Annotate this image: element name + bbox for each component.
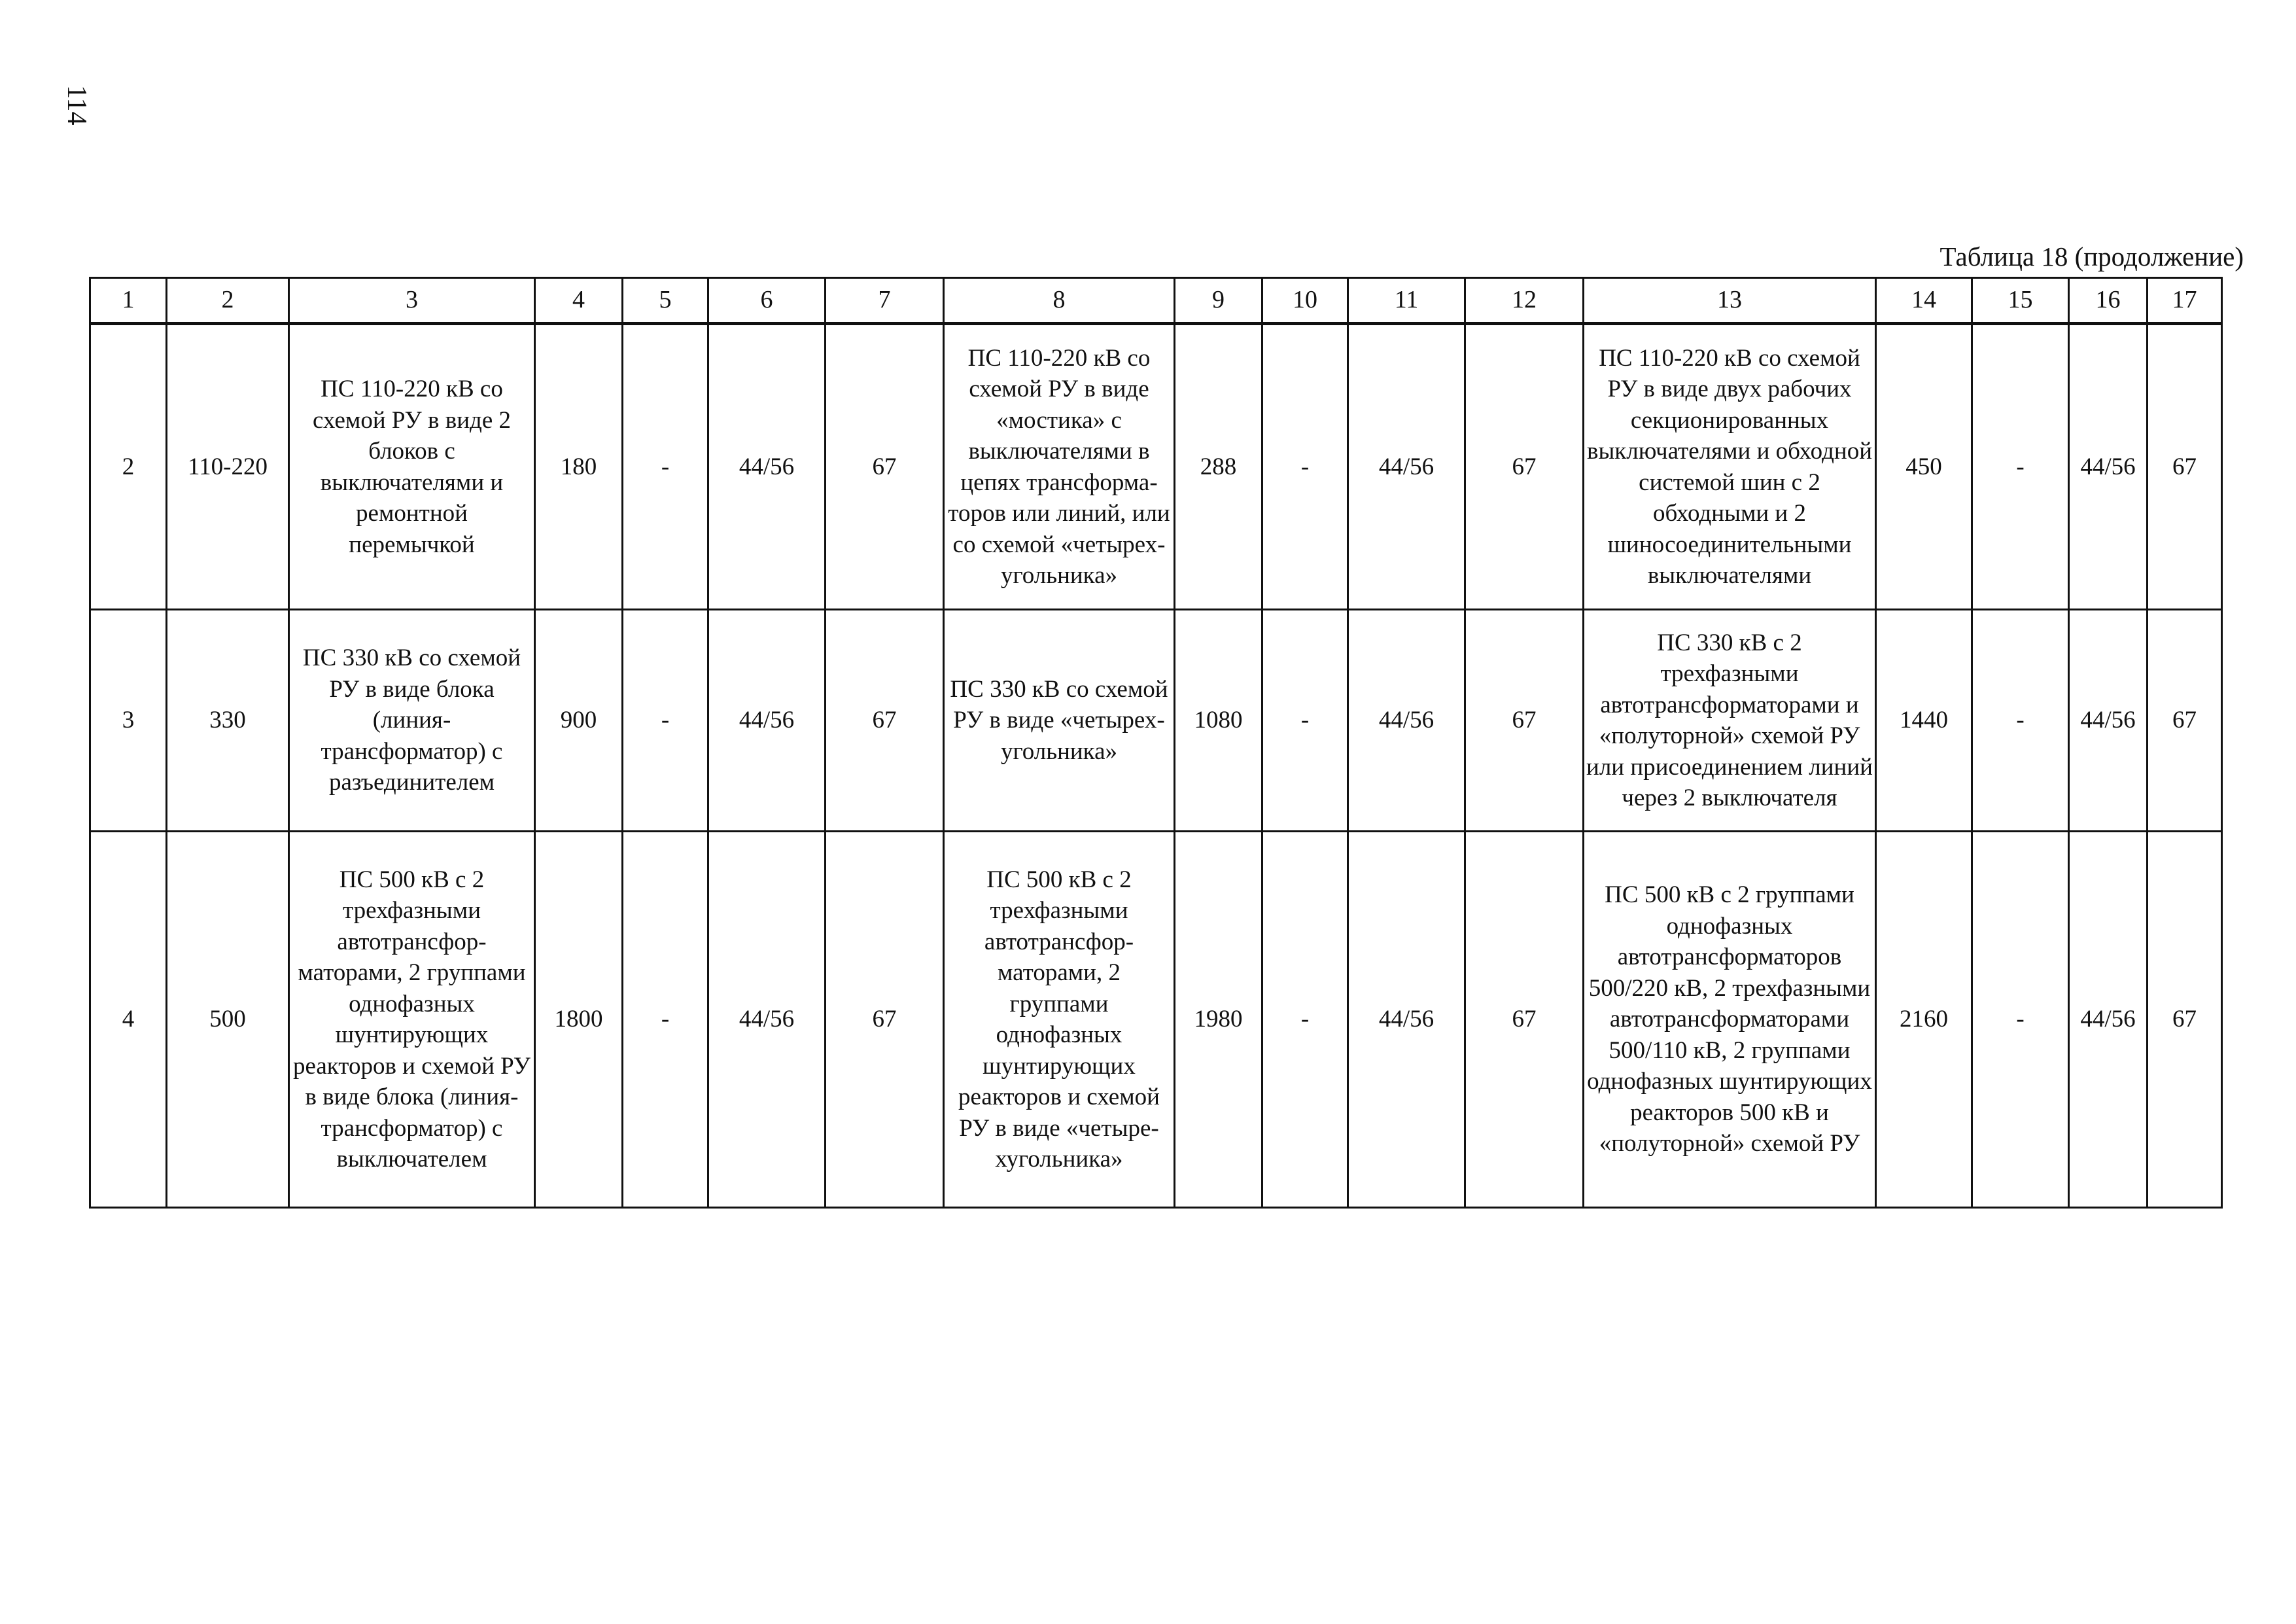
table-cell: -	[623, 324, 708, 610]
table-cell: 67	[826, 324, 944, 610]
table-caption: Таблица 18 (продолжение)	[1939, 241, 2244, 272]
table-cell: 110-220	[167, 324, 289, 610]
column-header: 6	[708, 278, 826, 324]
table-cell: -	[623, 832, 708, 1208]
table-cell: 44/56	[1348, 832, 1465, 1208]
table-cell: 44/56	[2069, 832, 2148, 1208]
column-header: 5	[623, 278, 708, 324]
table-cell: ПС 500 кВ с 2 трехфазными автотрансфор-маторами, 2 группами однофазных шунтирующих реакторов и схемой РУ в виде «четыре-хугольника»	[944, 832, 1175, 1208]
table-cell: -	[1972, 832, 2069, 1208]
table-cell: 67	[2148, 610, 2222, 832]
table-cell: 67	[2148, 832, 2222, 1208]
column-header: 12	[1465, 278, 1584, 324]
column-header: 13	[1584, 278, 1876, 324]
table-cell: 44/56	[2069, 610, 2148, 832]
table-cell: ПС 110-220 кВ со схемой РУ в виде двух рабочих секционированных выключателями и обходной системой шин с 2 обходными и 2 шиносоединительными выключателями	[1584, 324, 1876, 610]
table-cell: 3	[90, 610, 167, 832]
table-cell: 180	[535, 324, 623, 610]
data-table	[89, 277, 2223, 1209]
table-cell: 1440	[1876, 610, 1972, 832]
table-cell: ПС 110-220 кВ со схемой РУ в виде «мостика» с выключателями в цепях трансформа-торов или линий, или со схемой «четырех-угольника»	[944, 324, 1175, 610]
table-cell: 67	[826, 832, 944, 1208]
table-cell: 288	[1175, 324, 1262, 610]
table-cell: 1080	[1175, 610, 1262, 832]
column-header: 17	[2148, 278, 2222, 324]
column-header: 1	[90, 278, 167, 324]
column-header: 9	[1175, 278, 1262, 324]
table-cell: -	[623, 610, 708, 832]
table-cell: ПС 330 кВ со схемой РУ в виде блока (линия-трансформатор) с разъединителем	[289, 610, 535, 832]
table-cell: 67	[1465, 610, 1584, 832]
table-cell: -	[1972, 610, 2069, 832]
table-cell: 500	[167, 832, 289, 1208]
table-cell: 44/56	[708, 610, 826, 832]
table-cell: 67	[2148, 324, 2222, 610]
column-header: 2	[167, 278, 289, 324]
column-header: 15	[1972, 278, 2069, 324]
table-cell: 4	[90, 832, 167, 1208]
table-cell: 44/56	[1348, 324, 1465, 610]
table-row	[90, 324, 2222, 610]
table-cell: ПС 330 кВ со схемой РУ в виде «четырех-угольника»	[944, 610, 1175, 832]
table-cell: 1800	[535, 832, 623, 1208]
table-cell: 450	[1876, 324, 1972, 610]
column-header: 4	[535, 278, 623, 324]
page-number: 114	[61, 85, 92, 126]
table-row	[90, 832, 2222, 1208]
table-cell: 44/56	[1348, 610, 1465, 832]
table-cell: 2	[90, 324, 167, 610]
table-cell: ПС 110-220 кВ со схемой РУ в виде 2 блоков с выключателями и ремонтной перемычкой	[289, 324, 535, 610]
column-header: 14	[1876, 278, 1972, 324]
table-cell: ПС 330 кВ с 2 трехфазными автотрансформаторами и «полуторной» схемой РУ или присоединением линий через 2 выключателя	[1584, 610, 1876, 832]
header-row	[90, 278, 2222, 324]
column-header: 3	[289, 278, 535, 324]
table-cell: 44/56	[708, 324, 826, 610]
column-header: 16	[2069, 278, 2148, 324]
table-cell: -	[1262, 610, 1348, 832]
column-header: 11	[1348, 278, 1465, 324]
column-header: 7	[826, 278, 944, 324]
table-cell: 44/56	[708, 832, 826, 1208]
table-row	[90, 610, 2222, 832]
table-cell: 67	[1465, 324, 1584, 610]
table-cell: ПС 500 кВ с 2 группами однофазных автотрансформаторов 500/220 кВ, 2 трехфазными автотрансформаторами 500/110 кВ, 2 группами однофазных шунтирующих реакторов 500 кВ и «полуторной» схемой РУ	[1584, 832, 1876, 1208]
table-cell: 67	[826, 610, 944, 832]
table-cell: 1980	[1175, 832, 1262, 1208]
table-cell: 2160	[1876, 832, 1972, 1208]
column-header: 10	[1262, 278, 1348, 324]
column-header: 8	[944, 278, 1175, 324]
table-cell: -	[1262, 324, 1348, 610]
table-cell: -	[1262, 832, 1348, 1208]
table-cell: -	[1972, 324, 2069, 610]
table-cell: 44/56	[2069, 324, 2148, 610]
table-cell: 330	[167, 610, 289, 832]
table-cell: 900	[535, 610, 623, 832]
table-cell: 67	[1465, 832, 1584, 1208]
table-cell: ПС 500 кВ с 2 трехфазными автотрансфор-маторами, 2 группами однофазных шунтирующих реакторов и схемой РУ в виде блока (линия-трансформатор) с выключателем	[289, 832, 535, 1208]
